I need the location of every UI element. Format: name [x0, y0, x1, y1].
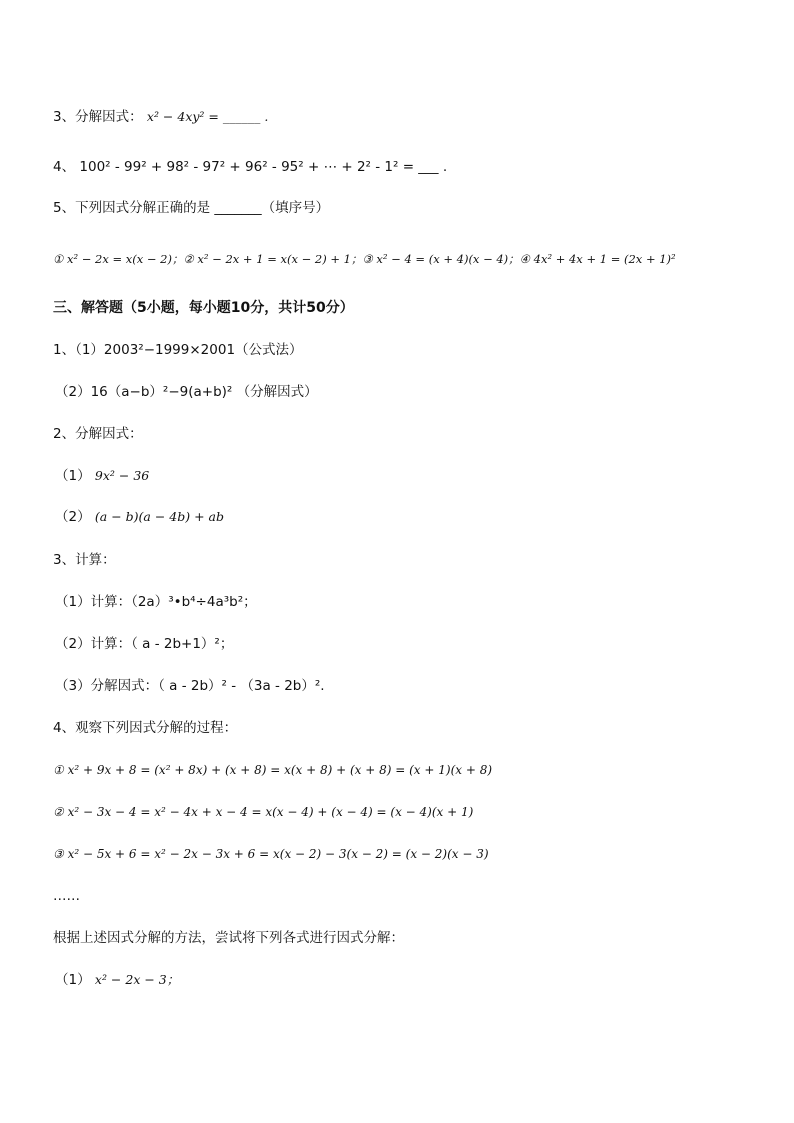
q5-options	[53, 250, 774, 268]
problem-4-example-1-math: ① x² + 9x + 8 = (x² + 8x) + (x + 8) = x(x + 8) + (x + 8) = (x + 1)(x + 8)	[53, 763, 493, 777]
q3-math: x² − 4xy² = ______ .	[146, 109, 269, 124]
problem-3-title-text: 3、计算：	[53, 552, 116, 568]
q4-math: 100² - 99² + 98² - 97² + 96² - 95² + ⋯ + 2² - 1² = ___ .	[79, 159, 448, 175]
problem-2-part-2-math: (a − b)(a − 4b) + ab	[94, 509, 224, 524]
problem-2-title	[53, 425, 774, 443]
problem-3-part-1	[55, 593, 774, 611]
problem-4-instruction-text: 根据上述因式分解的方法，尝试将下列各式进行因式分解：	[53, 930, 404, 946]
problem-4-title	[53, 719, 774, 737]
problem-2-part-1	[55, 467, 774, 485]
problem-2-part-2	[55, 508, 774, 526]
section-heading	[53, 299, 774, 317]
problem-4-example-3-math: ③ x² − 5x + 6 = x² − 2x − 3x + 6 = x(x − 2) − 3(x − 2) = (x − 2)(x − 3)	[53, 847, 489, 861]
problem-2-title-text: 2、分解因式：	[53, 426, 143, 442]
problem-1-part-2-text: （2）16（a−b）²−9(a+b)² （分解因式）	[55, 384, 318, 400]
problem-4-example-2-math: ② x² − 3x − 4 = x² − 4x + x − 4 = x(x − 4) + (x − 4) = (x − 4)(x + 1)	[53, 805, 474, 819]
problem-3-title	[53, 551, 774, 569]
problem-3-part-3-text: （3）分解因式：（ a - 2b）² - （3a - 2b）².	[55, 678, 325, 694]
problem-1-part-1-text: 1、（1）2003²−1999×2001（公式法）	[53, 342, 303, 358]
problem-3-part-2	[55, 635, 774, 653]
problem-4-part-1-label: （1）	[55, 972, 91, 988]
problem-4-part-1	[55, 971, 774, 989]
problem-2-part-1-label: （1）	[55, 468, 91, 484]
problem-4-part-1-math: x² − 2x − 3；	[94, 972, 180, 987]
section-heading-text: 三、解答题（5小题，每小题10分，共计50分）	[53, 300, 354, 316]
problem-4-title-text: 4、观察下列因式分解的过程：	[53, 720, 238, 736]
problem-4-example-1	[53, 761, 774, 779]
problem-4-example-3	[53, 845, 774, 863]
q5-label: 5、下列因式分解正确的是 _______（填序号）	[53, 200, 330, 216]
q3-label: 3、分解因式：	[53, 109, 143, 125]
problem-3-part-2-text: （2）计算：（ a - 2b+1）²；	[55, 636, 234, 652]
problem-3-part-3	[55, 677, 774, 695]
problem-3-part-1-text: （1）计算：（2a）³•b⁴÷4a³b²；	[55, 594, 257, 610]
problem-4-example-2	[53, 803, 774, 821]
q3-fill-blank	[53, 108, 774, 126]
problem-1-part-2	[55, 383, 774, 401]
problem-4-instruction	[53, 929, 774, 947]
q4-label: 4、	[53, 159, 76, 175]
q5-options-math: ① x² − 2x = x(x − 2)；② x² − 2x + 1 = x(x − 2) + 1；③ x² − 4 = (x + 4)(x − 4)；④ 4x² + 4x + 1 = (2x + 1)²	[53, 252, 676, 266]
ellipsis-line	[53, 887, 774, 905]
problem-2-part-2-label: （2）	[55, 509, 91, 525]
problem-2-part-1-math: 9x² − 36	[94, 468, 150, 483]
ellipsis-text: ……	[53, 888, 80, 904]
problem-1-part-1	[53, 341, 774, 359]
q4-fill-blank	[53, 158, 774, 176]
q5-question	[53, 199, 774, 217]
